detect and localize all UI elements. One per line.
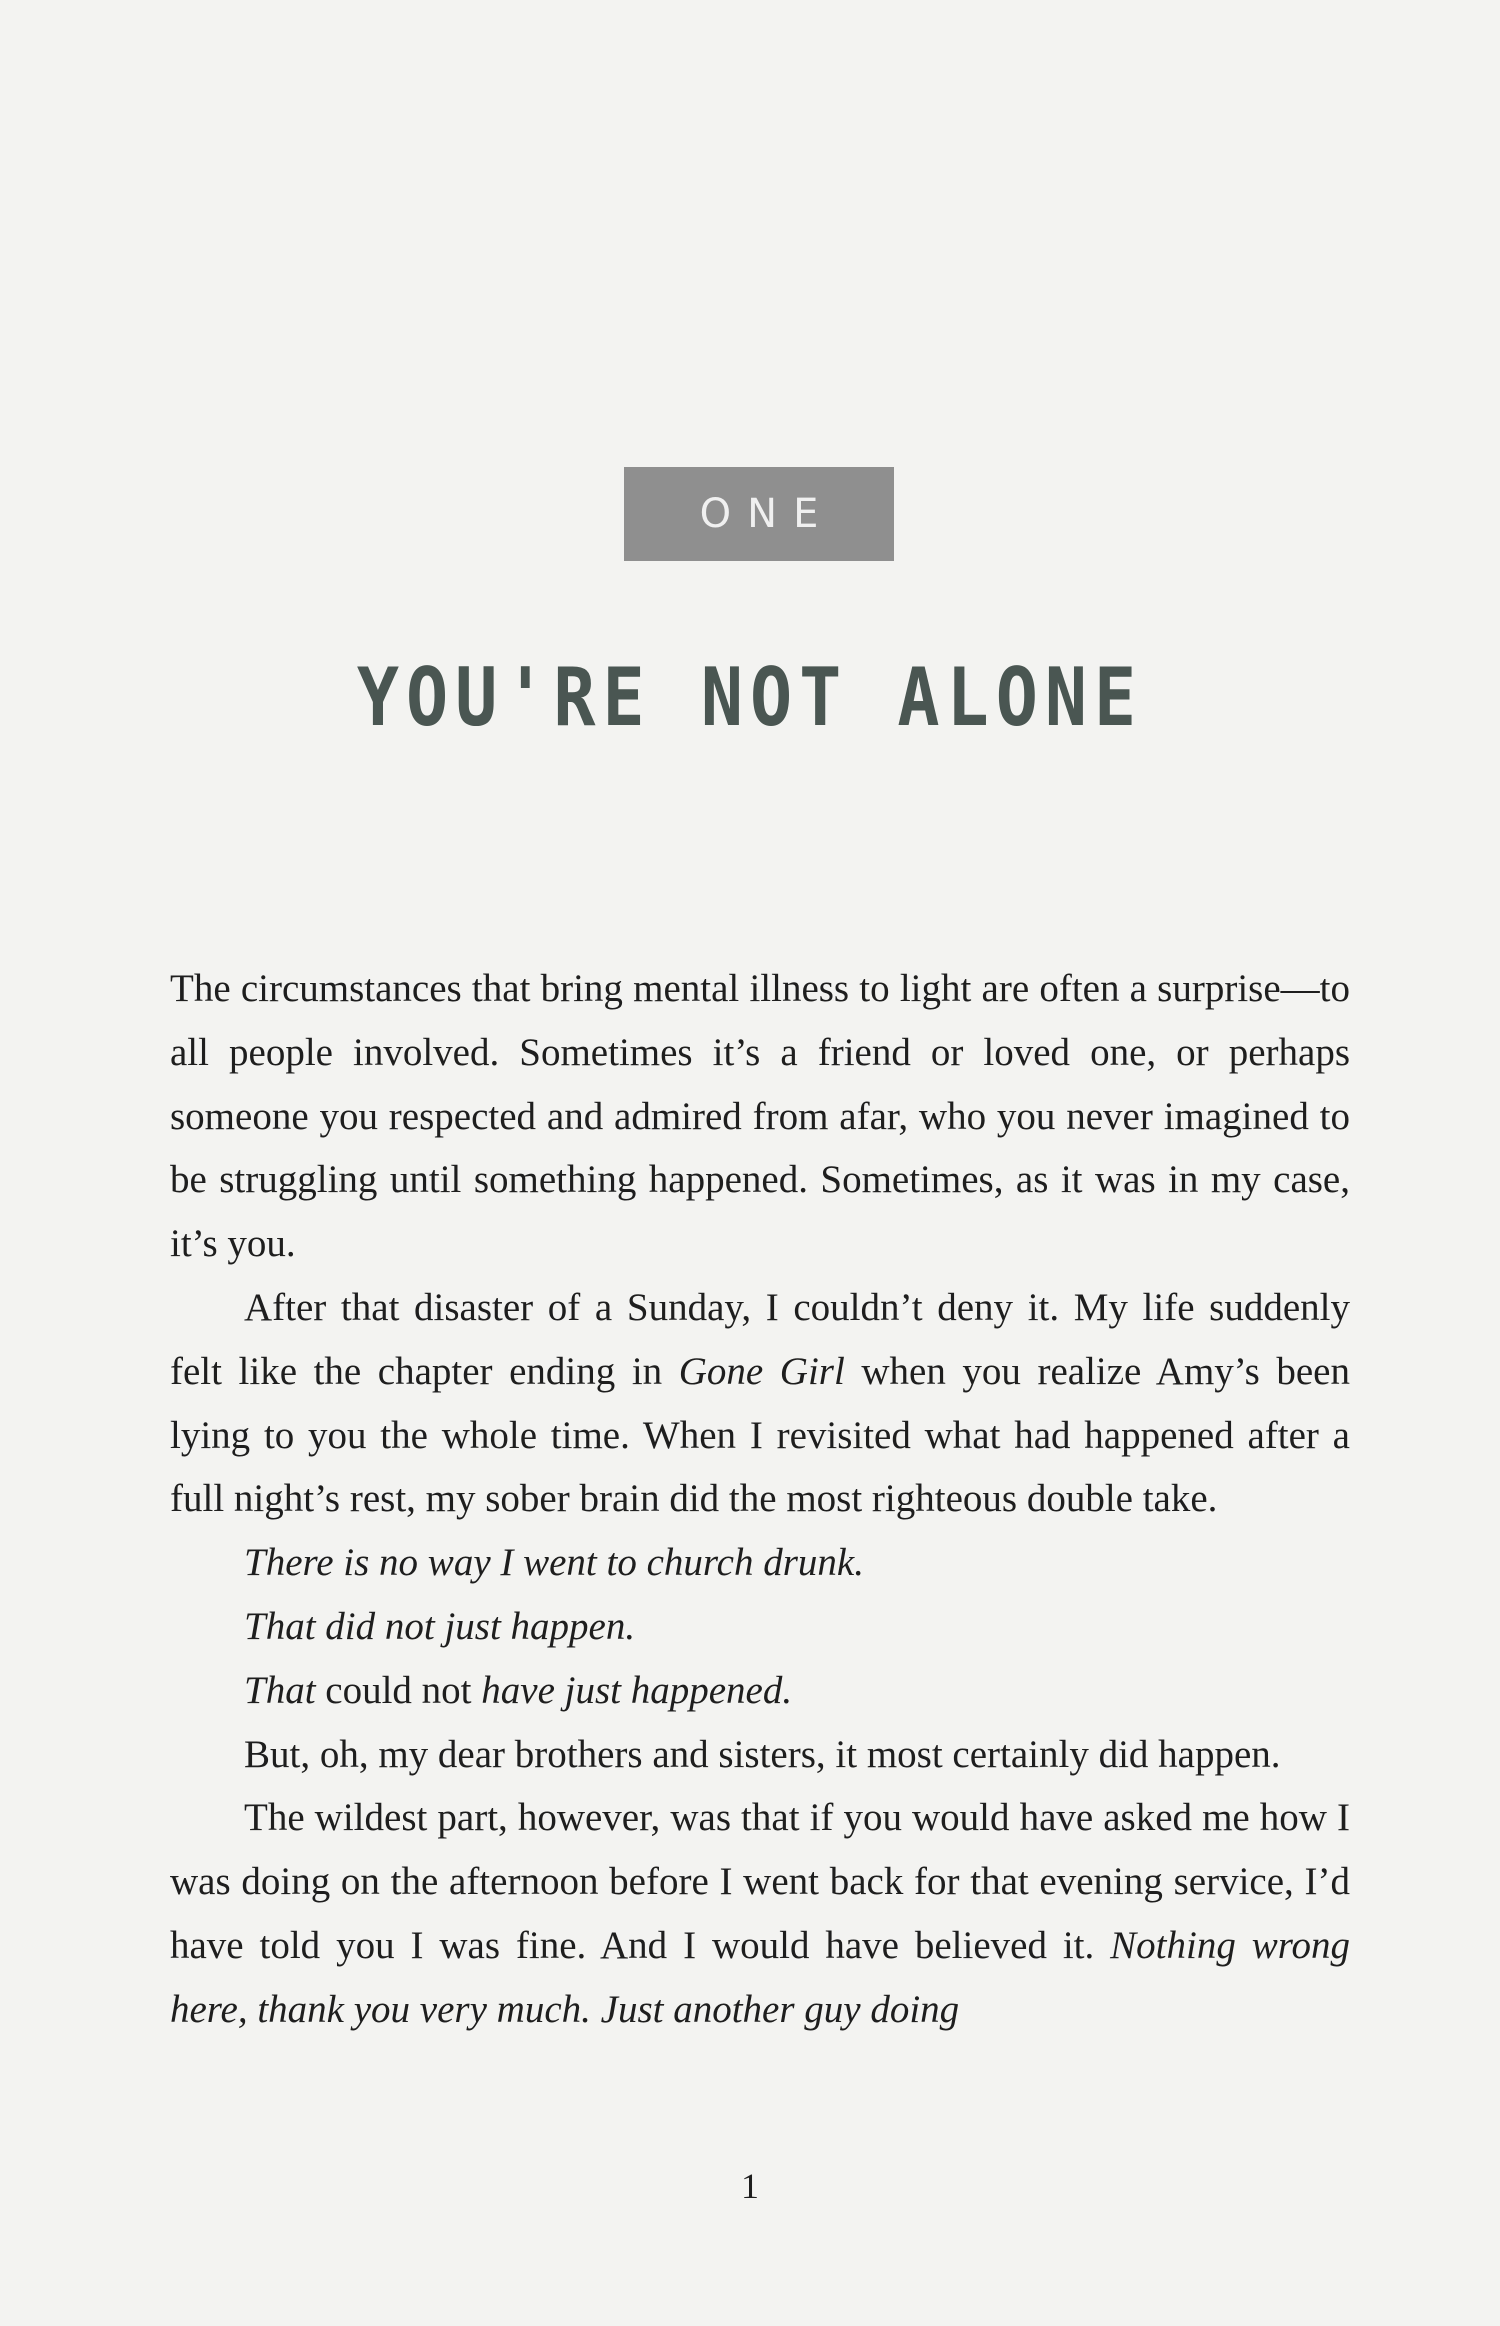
paragraph (170, 1531, 1350, 1595)
italic-thought: That did not just happen. (244, 1604, 636, 1648)
text-segment: could not (315, 1668, 482, 1712)
paragraph (170, 1786, 1350, 2041)
italic-thought: There is no way I went to church drunk. (244, 1541, 864, 1585)
book-title: Gone Girl (678, 1349, 845, 1393)
body-text (170, 957, 1350, 2042)
chapter-number-label: ONE (699, 491, 835, 537)
text-segment: But, oh, my dear brothers and sisters, it most certainly did happen. (244, 1732, 1281, 1776)
text-segment: The circumstances that bring mental illness to light are often a surprise—to all people involved. Sometimes it’s a friend or loved one, or perhaps someone you respected and admired from afar, who you never imagined to be struggling until something happened. Sometimes, as it was in my case, it’s you. (170, 967, 1350, 1266)
text-segment: The wildest part, however, was that if you would have asked me how I was doing on the afternoon before I went back for that evening service, I’d have told you I was fine. And I would have believed it. (170, 1796, 1350, 1967)
paragraph (170, 1659, 1350, 1723)
text-segment: when you realize Amy’s been lying to you the whole time. When I revisited what had happened after a full night’s rest, my sober brain did the most righteous double take. (170, 1349, 1350, 1521)
paragraph (170, 1723, 1350, 1787)
text-segment: After that disaster of a Sunday, I couldn’t deny it. My life suddenly felt like the chapter ending in (170, 1285, 1350, 1393)
paragraph (170, 1595, 1350, 1659)
paragraph (170, 957, 1350, 1276)
italic-thought: Nothing wrong here, thank you very much. Just another guy doing (170, 1923, 1350, 2031)
italic-thought: That (244, 1668, 316, 1712)
italic-thought: have just happened. (481, 1668, 793, 1712)
chapter-title: YOU'RE NOT ALONE (356, 650, 1144, 745)
page-number: 1 (741, 2166, 759, 2206)
paragraph (170, 1276, 1350, 1531)
chapter-number-badge (624, 467, 894, 561)
